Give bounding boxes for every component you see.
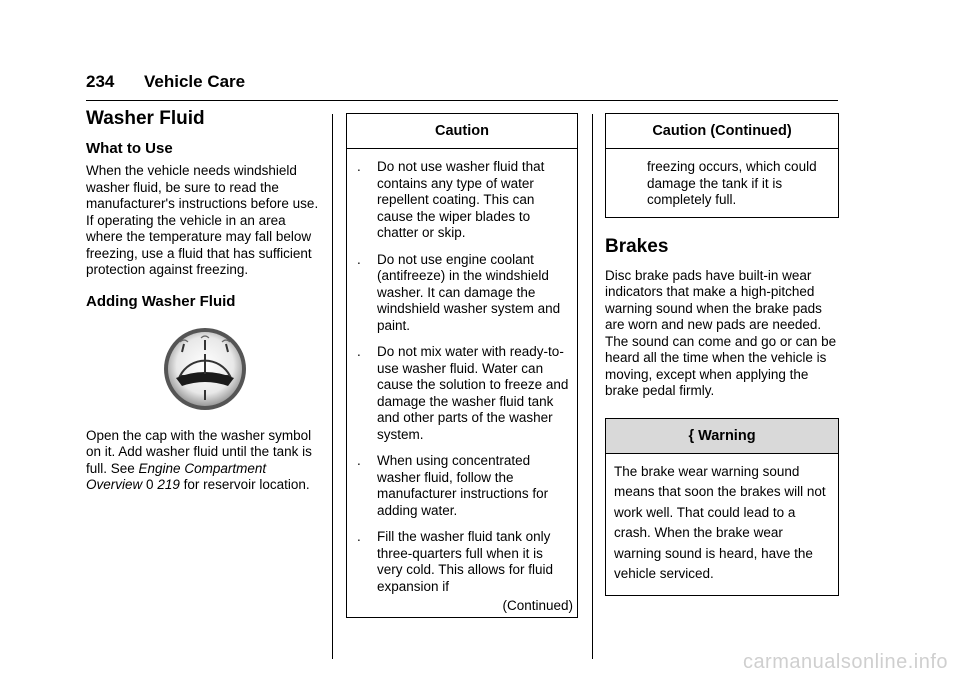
page-header: [86, 70, 838, 101]
washer-fluid-symbol-icon: [86, 326, 324, 412]
warning-title: Warning: [698, 427, 756, 444]
adding-washer-fluid-text: Open the cap with the washer symbol on it. Add washer fluid until the tank is full. See Engine Compartment Overview 0 219 for reservoir location.: [86, 427, 312, 492]
engine-compartment-link[interactable]: Engine Compartment Overview: [86, 460, 267, 492]
warning-symbol-icon: {: [688, 427, 695, 444]
caution-continued-text: freezing occurs, which could damage the tank if it is completely full.: [647, 159, 817, 207]
caution-body: [347, 149, 577, 595]
caution-continued-title: Caution (Continued): [606, 114, 838, 149]
warning-title-bar: [606, 419, 838, 454]
what-to-use-text: When the vehicle needs windshield washer fluid, be sure to read the manufacturer's instructions before use. If operating the vehicle in an area where the temperature may fall below freezing, use a fluid that has sufficient protection against freezing.: [86, 163, 319, 277]
caution-bullet: . Do not use washer fluid that contains any type of water repellent coating. This can cause the wiper blades to chatter or skip.: [357, 159, 545, 240]
brakes-text: Disc brake pads have built-in wear indicators that make a high-pitched warning sound when the brake pads are worn and new pads are needed. The sound can come and go or can be heard all the time when the vehicle is moving, except when applying the brake pedal firmly.: [605, 267, 837, 398]
continued-note: (Continued): [502, 598, 573, 613]
column-caution: [346, 108, 578, 618]
caution-continued-body: [606, 149, 838, 217]
page-number: 234: [86, 72, 115, 91]
caution-continued-box: [605, 113, 839, 218]
caution-bullet: . Do not use engine coolant (antifreeze) in the windshield washer. It can damage the windshield washer system and paint.: [357, 251, 561, 333]
column-brakes: [605, 108, 839, 596]
warning-text: The brake wear warning sound means that soon the brakes will not work well. That could lead to a crash. When the brake wear warning sound is heard, have the vehicle serviced.: [614, 463, 826, 581]
caution-bullet: . When using concentrated washer fluid, follow the manufacturer instructions for adding water.: [357, 453, 549, 518]
column-divider: [592, 114, 593, 659]
caution-bullet: . Fill the washer fluid tank only three-quarters full when it is very cold. This allows for fluid expansion if: [357, 529, 554, 594]
watermark: carmanualsonline.info: [742, 651, 948, 673]
caution-box: [346, 113, 578, 618]
what-to-use-heading: What to Use: [86, 140, 173, 157]
warning-body: [606, 454, 838, 595]
warning-box: [605, 418, 839, 596]
washer-fluid-heading: Washer Fluid: [86, 108, 205, 129]
page-ref-icon: 0: [146, 477, 154, 492]
section-name: Vehicle Care: [144, 72, 246, 91]
caution-bullet: . Do not mix water with ready-to-use washer fluid. Water can cause the solution to freeze and damage the washer fluid tank and other parts of the washer system.: [357, 344, 569, 442]
adding-washer-fluid-heading: Adding Washer Fluid: [86, 292, 236, 310]
caution-title: Caution: [347, 114, 577, 149]
column-divider: [332, 114, 333, 659]
brakes-heading: Brakes: [605, 235, 669, 257]
column-washer-fluid: [86, 108, 324, 494]
